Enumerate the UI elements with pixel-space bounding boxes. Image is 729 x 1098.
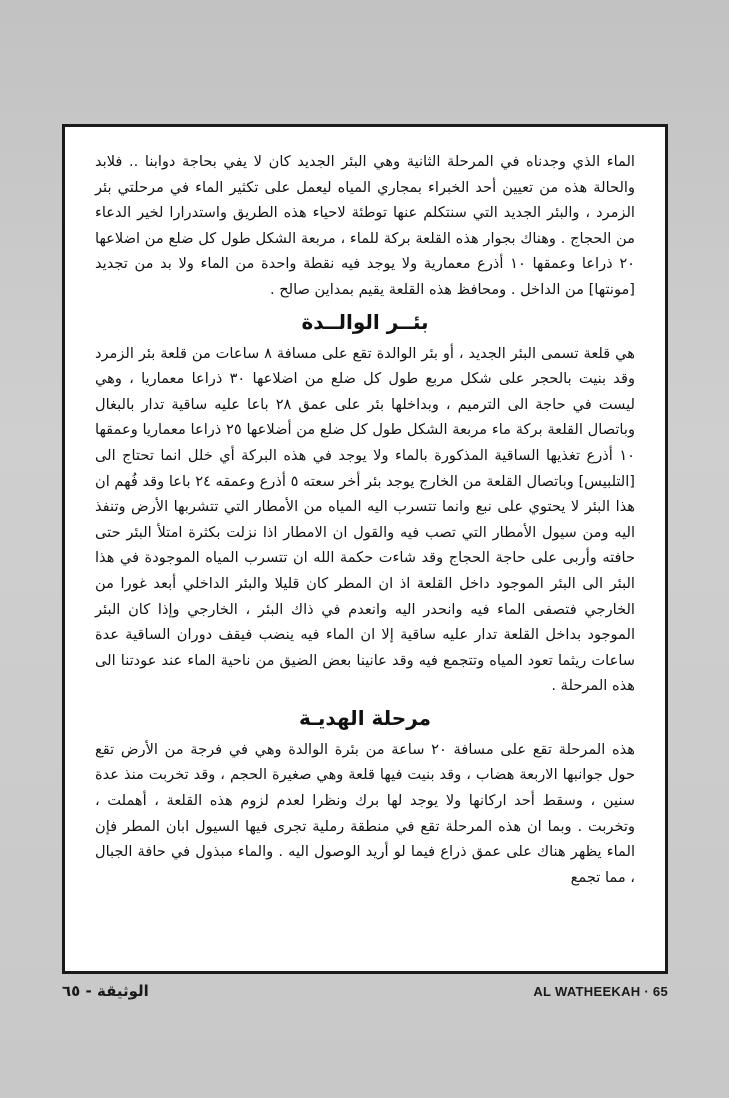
section-heading: مرحلة الهديـة [298, 705, 432, 730]
arabic-folio: الوثيقة - ٦٥ [62, 982, 149, 1000]
article-frame [62, 124, 668, 974]
article-paragraph: هذه المرحلة تقع على مسافة ٢٠ ساعة من بئرة الوالدة وهي في فرجة من الأرض تقع حول جوانبها الاربعة هضاب ، وقد بنيت فيها قلعة وهي صغيرة الحجم ، وقد تخربت منذ عدة سنين ، وسقط أحد اركانها ولا يوجد لها برك ونظرا لعدم لزوم هذه القلعة ، أهملت ، وتخربت . وبما ان هذه المرحلة تقع في منطقة رملية تجرى فيها السيول ابان المطر فإن الماء يظهر هناك على عمق ذراع فيما لو أريد الوصول اليه . والماء مبذول في حافة الجبال ، مما تجمع [95, 740, 635, 886]
page-footer [62, 982, 668, 1002]
article-body [95, 149, 635, 890]
english-folio: AL WATHEEKAH · 65 [533, 984, 668, 999]
section-heading: بئــر الوالــدة [301, 309, 429, 334]
article-paragraph: هي قلعة تسمى البئر الجديد ، أو بئر الوالدة تقع على مسافة ٨ ساعات من قلعة بئر الزمرد وقد بنيت بالحجر على شكل مربع طول كل ضلع من اضلاعها ٣٠ ذراعا معماريا ، وهي ليست في حاجة الى الترميم ، وبداخلها بئر على عمق ٢٨ باعا عليه ساقية تدار بالبغال وباتصال القلعة بركة ماء مربعة الشكل طول كل ضلع من أضلاعها ٢٥ ذراعا معماريا وعمقها ١٠ أذرع تغذيها الساقية المذكورة بالماء ولا يوجد في هذه البركة أي خلل انما تحتاج الى [التلبيس] وباتصال القلعة من الخارج يوجد بئر أخر سعته ٥ أذرع وعمقه ٢٤ باعا وقد فُهم ان هذا البئر لا يحتوي على نبع وانما تتسرب اليه المياه من الأمطار التي تتشربها الأرض وتنفذ اليه ومن سيول الأمطار التي تصب فيه والقول ان الامطار اذا نزلت بكثرة امتلأ البئر حتى حافته وأربى على حاجة الحجاج وقد شاءت حكمة الله ان تتسرب المياه الموجودة في هذا البئر الى البئر الموجود داخل القلعة اذ ان المطر كان قليلا والبئر الداخلي أبعد غورا من الخارجي فتصفى الماء فيه وانحدر اليه وانعدم في ذاك البئر ، الخارجي وإذا كان البئر الموجود بداخل القلعة تدار عليه ساقية إلا ان الماء فيه ينضب فيقف دوران الساقية عدة ساعات ريثما تعود المياه وتتجمع فيه وقد عانينا بعض الضيق من ناحية الماء عند عودتنا الى هذه المرحلة . [95, 344, 635, 695]
article-paragraph: الماء الذي وجدناه في المرحلة الثانية وهي البئر الجديد كان لا يفي بحاجة دوابنا .. فلابد والحالة هذه من تعيين أحد الخبراء بمجاري المياه ليعمل على تكثير الماء في مرحلتي بئر الزمرد ، والبئر الجديد التي سنتكلم عنها توطئة لاحياء هذه الطريق واستدرارا لخير الدعاء من الحجاج . وهناك بجوار هذه القلعة بركة للماء ، مربعة الشكل طول كل ضلع من اضلاعها ٢٠ ذراعا وعمقها ١٠ أذرع معمارية ولا يوجد فيه نقطة واحدة من الماء ولا بد من تجديد [مونتها] من الداخل . ومحافظ هذه القلعة يقيم بمداين صالح . [95, 153, 635, 298]
